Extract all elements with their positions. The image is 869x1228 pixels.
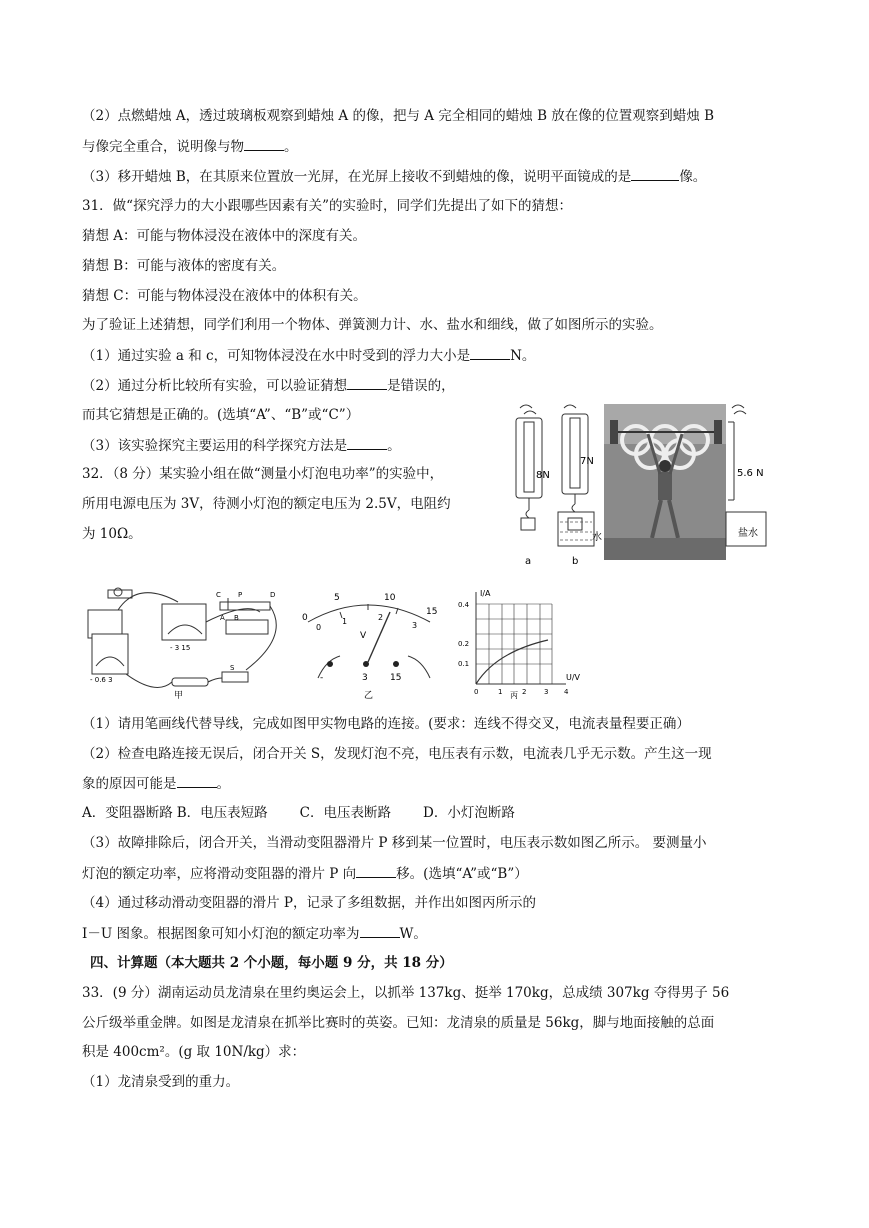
text: 。 [387, 438, 401, 454]
q33-line-2: 公斤级举重金牌。如图是龙清泉在抓举比赛时的英姿。已知：龙清泉的质量是 56kg，脚与地面接触的总面 [82, 1015, 715, 1031]
q33-line-1: 33．(9 分）湖南运动员龙清泉在里约奥运会上，以抓举 137kg、挺举 170kg，总成绩 307kg 夺得男子 56 [82, 985, 730, 1001]
graph-xtick-3: 3 [544, 688, 549, 696]
q32-stem-3: 为 10Ω。 [82, 526, 142, 542]
rheostat-label-a: A [220, 614, 225, 622]
q33-line-3: 积是 400cm²。(g 取 10N/kg）求： [82, 1044, 306, 1060]
q31-guess-c: 猜想 C：可能与物体浸没在液体中的体积有关。 [82, 288, 367, 304]
choice-b: B．电压表短路 [176, 805, 268, 821]
terminal-minus: - [320, 673, 324, 683]
q31-part-3 [82, 435, 401, 456]
q30-line-3 [82, 166, 706, 187]
terminal-3: 3 [362, 673, 368, 683]
text: （3）该实验探究主要运用的科学探究方法是 [82, 438, 348, 454]
water-lines [560, 522, 592, 540]
rheostat-label-c: C [216, 591, 221, 599]
text: 移。(选填“A”或“B”） [396, 866, 528, 882]
q31-verify: 为了验证上述猜想，同学们利用一个物体、弹簧测力计、水、盐水和细线，做了如图所示的实验。 [82, 317, 663, 333]
physical-circuit [88, 588, 276, 687]
text: 。 [284, 139, 298, 155]
dial-bottom-2: 2 [378, 613, 384, 622]
spring-scale-a [516, 405, 542, 530]
q31-part-2 [82, 375, 455, 396]
graph-xtick-0: 0 [474, 688, 479, 696]
graph-xtick-2: 2 [522, 688, 527, 696]
spring-scale-b [558, 405, 594, 546]
dial-top-5: 5 [334, 593, 340, 603]
text: 。 [216, 776, 230, 792]
q32-part-3b [82, 863, 528, 884]
text: 灯泡的额定功率，应将滑动变阻器的滑片 P 向 [82, 866, 357, 882]
text: W。 [399, 926, 427, 942]
terminal-15: 15 [390, 673, 402, 683]
q32-choices [82, 803, 515, 823]
reading-a: 8N [536, 470, 550, 481]
rheostat-label-b: B [234, 614, 239, 622]
text: 象的原因可能是 [82, 776, 177, 792]
caption-yi: 乙 [364, 691, 374, 700]
graph-ytick-01: 0.1 [458, 660, 470, 668]
text: （3）移开蜡烛 B，在其原来位置放一光屏，在光屏上接收不到蜡烛的像，说明平面镜成的是 [82, 169, 632, 185]
graph-ytick-02: 0.2 [458, 640, 470, 648]
reading-e: 5.6 N [737, 468, 764, 479]
text: 像。 [679, 169, 707, 185]
text: （2）通过分析比较所有实验，可以验证猜想 [82, 378, 348, 394]
label-salt: 盐水 [738, 528, 758, 539]
dial-top-10: 10 [384, 593, 396, 603]
answer-blank[interactable] [356, 863, 396, 878]
q31-part-2b: 而其它猜想是正确的。(选填“A”、“B”或“C”） [82, 407, 360, 423]
answer-blank[interactable] [177, 773, 217, 788]
label-water: 水 [592, 532, 602, 543]
q30-line-2a: （2）点燃蜡烛 A，透过玻璃板观察到蜡烛 A 的像，把与 A 完全相同的蜡烛 B 放在像的位置观察到蜡烛 B [82, 108, 715, 124]
choice-d: D．小灯泡断路 [423, 805, 515, 821]
q32-part-2b [82, 773, 230, 794]
q31-stem: 31．做“探究浮力的大小跟哪些因素有关”的实验时，同学们先提出了如下的猜想： [82, 198, 572, 214]
graph-ytick-04: 0.4 [458, 601, 470, 609]
rheostat-label-d: D [270, 591, 276, 599]
q32-stem-1: 32．（8 分）某实验小组在做“测量小灯泡电功率”的实验中， [82, 466, 444, 482]
q33-part-1: （1）龙清泉受到的重力。 [82, 1074, 240, 1090]
dial-bottom-0: 0 [316, 623, 322, 632]
q31-guess-a: 猜想 A：可能与物体浸没在液体中的深度有关。 [82, 228, 367, 244]
voltmeter-scale: - 3 15 [170, 644, 191, 652]
dial-unit: V [360, 631, 367, 641]
q32-part-4a: （4）通过移动滑动变阻器的滑片 P，记录了多组数据，并作出如图丙所示的 [82, 895, 536, 911]
section-heading: 四、计算题（本大题共 2 个小题，每小题 9 分，共 18 分） [90, 955, 453, 971]
ammeter-scale: - 0.6 3 [90, 676, 113, 684]
answer-blank[interactable] [347, 375, 387, 390]
iu-graph [476, 592, 566, 684]
caption-b: b [572, 556, 579, 567]
dial-top-0: 0 [302, 613, 308, 623]
rheostat-label-p: P [238, 591, 243, 599]
q31-part-1 [82, 345, 535, 366]
text: （1）通过实验 a 和 c，可知物体浸没在水中时受到的浮力大小是 [82, 348, 471, 364]
dial-bottom-3: 3 [412, 621, 418, 630]
choice-a: A．变阻器断路 [82, 805, 173, 821]
graph-ylabel: I/A [480, 589, 491, 598]
answer-blank[interactable] [360, 923, 400, 938]
q31-guess-b: 猜想 B：可能与液体的密度有关。 [82, 258, 286, 274]
q32-stem-2: 所用电源电压为 3V，待测小灯泡的额定电压为 2.5V，电阻约 [82, 496, 451, 512]
text: N。 [510, 348, 536, 364]
reading-b: 7N [580, 456, 594, 467]
answer-blank[interactable] [347, 435, 387, 450]
switch-label: S [230, 664, 235, 672]
weightlifter-photo [604, 404, 726, 560]
q32-part-4b [82, 923, 427, 944]
text: 与像完全重合，说明像与物 [82, 139, 244, 155]
answer-blank[interactable] [244, 136, 284, 151]
q32-part-2a: （2）检查电路连接无误后，闭合开关 S，发现灯泡不亮，电压表有示数，电流表几乎无示数。产生这一现 [82, 746, 712, 762]
graph-xlabel: U/V [566, 673, 581, 682]
dial-bottom-1: 1 [342, 617, 348, 626]
answer-blank[interactable] [470, 345, 510, 360]
q30-line-2b [82, 136, 298, 157]
answer-blank[interactable] [631, 166, 679, 181]
voltmeter-dial [308, 604, 430, 678]
caption-bing: 丙 [510, 691, 518, 700]
circuit-figures [78, 582, 598, 700]
caption-jia: 甲 [174, 691, 184, 700]
q32-part-3a: （3）故障排除后，闭合开关，当滑动变阻器滑片 P 移到某一位置时，电压表示数如图乙所示。 要测量小 [82, 835, 707, 851]
text: 是错误的， [387, 378, 455, 394]
caption-a: a [525, 556, 532, 567]
text: I－U 图象。根据图象可知小灯泡的额定功率为 [82, 926, 360, 942]
buoyancy-figure [500, 400, 770, 570]
graph-xtick-4: 4 [564, 688, 569, 696]
graph-xtick-1: 1 [498, 688, 503, 696]
q32-part-1: （1）请用笔画线代替导线，完成如图甲实物电路的连接。(要求：连线不得交叉，电流表量程要正确） [82, 716, 690, 732]
dial-top-15: 15 [426, 607, 438, 617]
choice-c: C．电压表断路 [299, 805, 392, 821]
